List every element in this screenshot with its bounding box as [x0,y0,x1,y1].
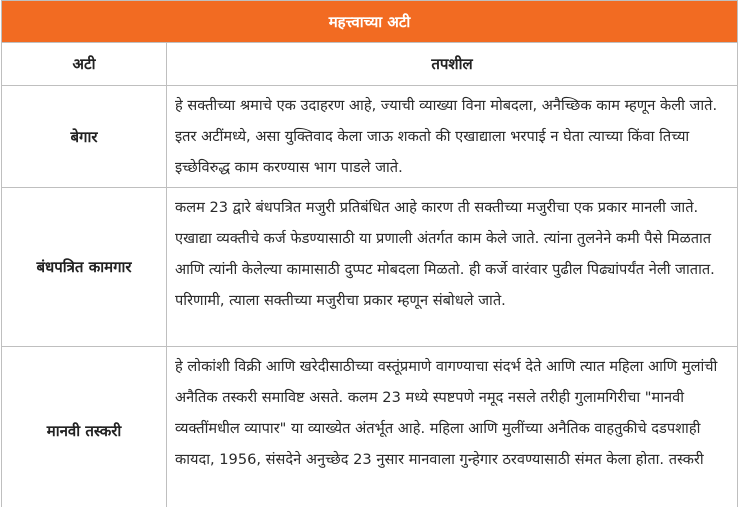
column-header-detail: तपशील [167,43,738,86]
term-cell: मानवी तस्करी [2,347,167,507]
detail-cell: हे सक्तीच्या श्रमाचे एक उदाहरण आहे, ज्याची व्याख्या विना मोबदला, अनैच्छिक काम म्हणून केली जाते. इतर अटींमध्ये, असा युक्तिवाद केला जाऊ शकतो की एखाद्याला भरपाई न घेता त्याच्या किंवा तिच्या इच्छेविरुद्ध काम करण्यास भाग पाडले जाते. [167,86,738,188]
term-cell: बेगार [2,86,167,188]
table-header-row [2,43,738,86]
table-title: महत्त्वाच्या अटी [2,1,738,43]
terms-table-container [1,0,738,506]
terms-table [1,0,738,507]
table-title-row [2,1,738,43]
term-cell: बंधपत्रित कामगार [2,188,167,347]
column-header-term: अटी [2,43,167,86]
table-row [2,347,738,507]
detail-cell: हे लोकांशी विक्री आणि खरेदीसाठीच्या वस्तूंप्रमाणे वागण्याचा संदर्भ देते आणि त्यात महिला आणि मुलांची अनैतिक तस्करी समाविष्ट असते. कलम 23 मध्ये स्पष्टपणे नमूद नसले तरीही गुलामगिरीचा "मानवी व्यक्तींमधील व्यापार" या व्याख्येत अंतर्भूत आहे. महिला आणि मुलींच्या अनैतिक वाहतुकीचे दडपशाही कायदा, 1956, संसदेने अनुच्छेद 23 नुसार मानवाला गुन्हेगार ठरवण्यासाठी संमत केला होता. तस्करी [167,347,738,507]
table-row [2,188,738,347]
table-row [2,86,738,188]
detail-cell: कलम 23 द्वारे बंधपत्रित मजुरी प्रतिबंधित आहे कारण ती सक्तीच्या मजुरीचा एक प्रकार मानली जाते. एखाद्या व्यक्तीचे कर्ज फेडण्यासाठी या प्रणाली अंतर्गत काम केले जाते. त्यांना तुलनेने कमी पैसे मिळतात आणि त्यांनी केलेल्या कामासाठी दुप्पट मोबदला मिळतो. ही कर्जे वारंवार पुढील पिढ्यांपर्यंत नेली जातात. परिणामी, त्याला सक्तीच्या मजुरीचा प्रकार म्हणून संबोधले जाते. [167,188,738,347]
